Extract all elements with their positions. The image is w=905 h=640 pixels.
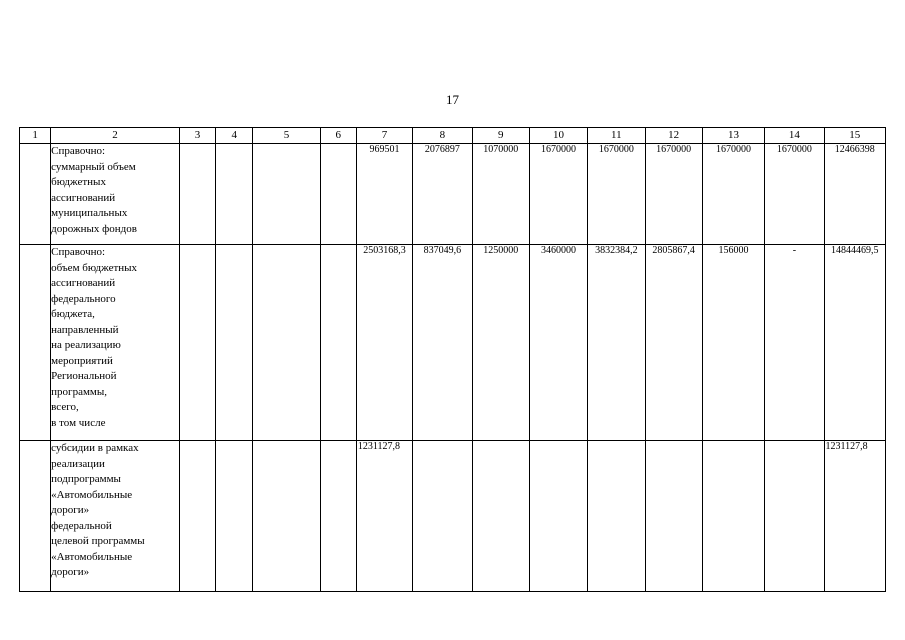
column-header: 12 xyxy=(645,128,702,144)
table-cell-value xyxy=(472,441,529,592)
table-cell-value xyxy=(645,441,702,592)
table-cell-value xyxy=(702,441,764,592)
table-cell-value: 1670000 xyxy=(765,144,824,245)
table-cell xyxy=(216,144,253,245)
table-cell xyxy=(253,441,320,592)
table-cell xyxy=(320,144,356,245)
table-cell-value: 3832384,2 xyxy=(588,245,645,441)
table-cell xyxy=(216,441,253,592)
table-cell-value: 2076897 xyxy=(413,144,472,245)
table-cell-value: 1670000 xyxy=(702,144,764,245)
table-cell-value: 3460000 xyxy=(529,245,587,441)
column-header: 11 xyxy=(588,128,645,144)
table-row xyxy=(20,245,886,441)
column-header: 15 xyxy=(824,128,885,144)
column-header: 5 xyxy=(253,128,320,144)
table-cell-value: 12466398 xyxy=(824,144,885,245)
table-cell-value: 1670000 xyxy=(529,144,587,245)
table-cell-value: 2503168,3 xyxy=(356,245,412,441)
row-description: Справочно: суммарный объем бюджетных ассигнований муниципальных дорожных фондов xyxy=(51,144,180,245)
column-header: 3 xyxy=(179,128,215,144)
row-description: субсидии в рамках реализации подпрограммы «Автомобильные дороги» федеральной целевой программы «Автомобильные дороги» xyxy=(51,441,180,592)
column-header: 13 xyxy=(702,128,764,144)
table-cell-value xyxy=(529,441,587,592)
table-row xyxy=(20,441,886,592)
column-header: 1 xyxy=(20,128,51,144)
table-cell xyxy=(179,144,215,245)
column-header: 14 xyxy=(765,128,824,144)
table-row xyxy=(20,144,886,245)
table-cell-value: 1670000 xyxy=(588,144,645,245)
table-cell-value: 1231127,8 xyxy=(356,441,412,592)
table-cell-value xyxy=(588,441,645,592)
table-cell-value: 837049,6 xyxy=(413,245,472,441)
table-cell xyxy=(216,245,253,441)
column-header: 7 xyxy=(356,128,412,144)
table-cell xyxy=(320,245,356,441)
table-cell-value: 156000 xyxy=(702,245,764,441)
page-number: 17 xyxy=(446,92,459,107)
table-cell xyxy=(179,245,215,441)
header-row xyxy=(20,128,886,144)
table-cell xyxy=(20,245,51,441)
row-description: Справочно: объем бюджетных ассигнований федерального бюджета, направленный на реализацию мероприятий Региональной программы, всего, в том числе xyxy=(51,245,180,441)
table-cell-value: 14844469,5 xyxy=(824,245,885,441)
budget-table xyxy=(19,127,886,592)
column-header: 9 xyxy=(472,128,529,144)
column-header: 6 xyxy=(320,128,356,144)
column-header: 4 xyxy=(216,128,253,144)
table-cell xyxy=(179,441,215,592)
table-cell xyxy=(20,144,51,245)
table-cell xyxy=(320,441,356,592)
table-cell-value: 1231127,8 xyxy=(824,441,885,592)
table-cell-value: 1670000 xyxy=(645,144,702,245)
column-header: 8 xyxy=(413,128,472,144)
table-cell xyxy=(253,245,320,441)
column-header: 2 xyxy=(51,128,180,144)
table-cell-value: 969501 xyxy=(356,144,412,245)
table-cell-value: 2805867,4 xyxy=(645,245,702,441)
column-header: 10 xyxy=(529,128,587,144)
table-cell-value xyxy=(413,441,472,592)
table-cell xyxy=(253,144,320,245)
table-cell-value: 1070000 xyxy=(472,144,529,245)
table-cell-value: 1250000 xyxy=(472,245,529,441)
table-cell-value xyxy=(765,441,824,592)
table-cell xyxy=(20,441,51,592)
table-cell-value: - xyxy=(765,245,824,441)
